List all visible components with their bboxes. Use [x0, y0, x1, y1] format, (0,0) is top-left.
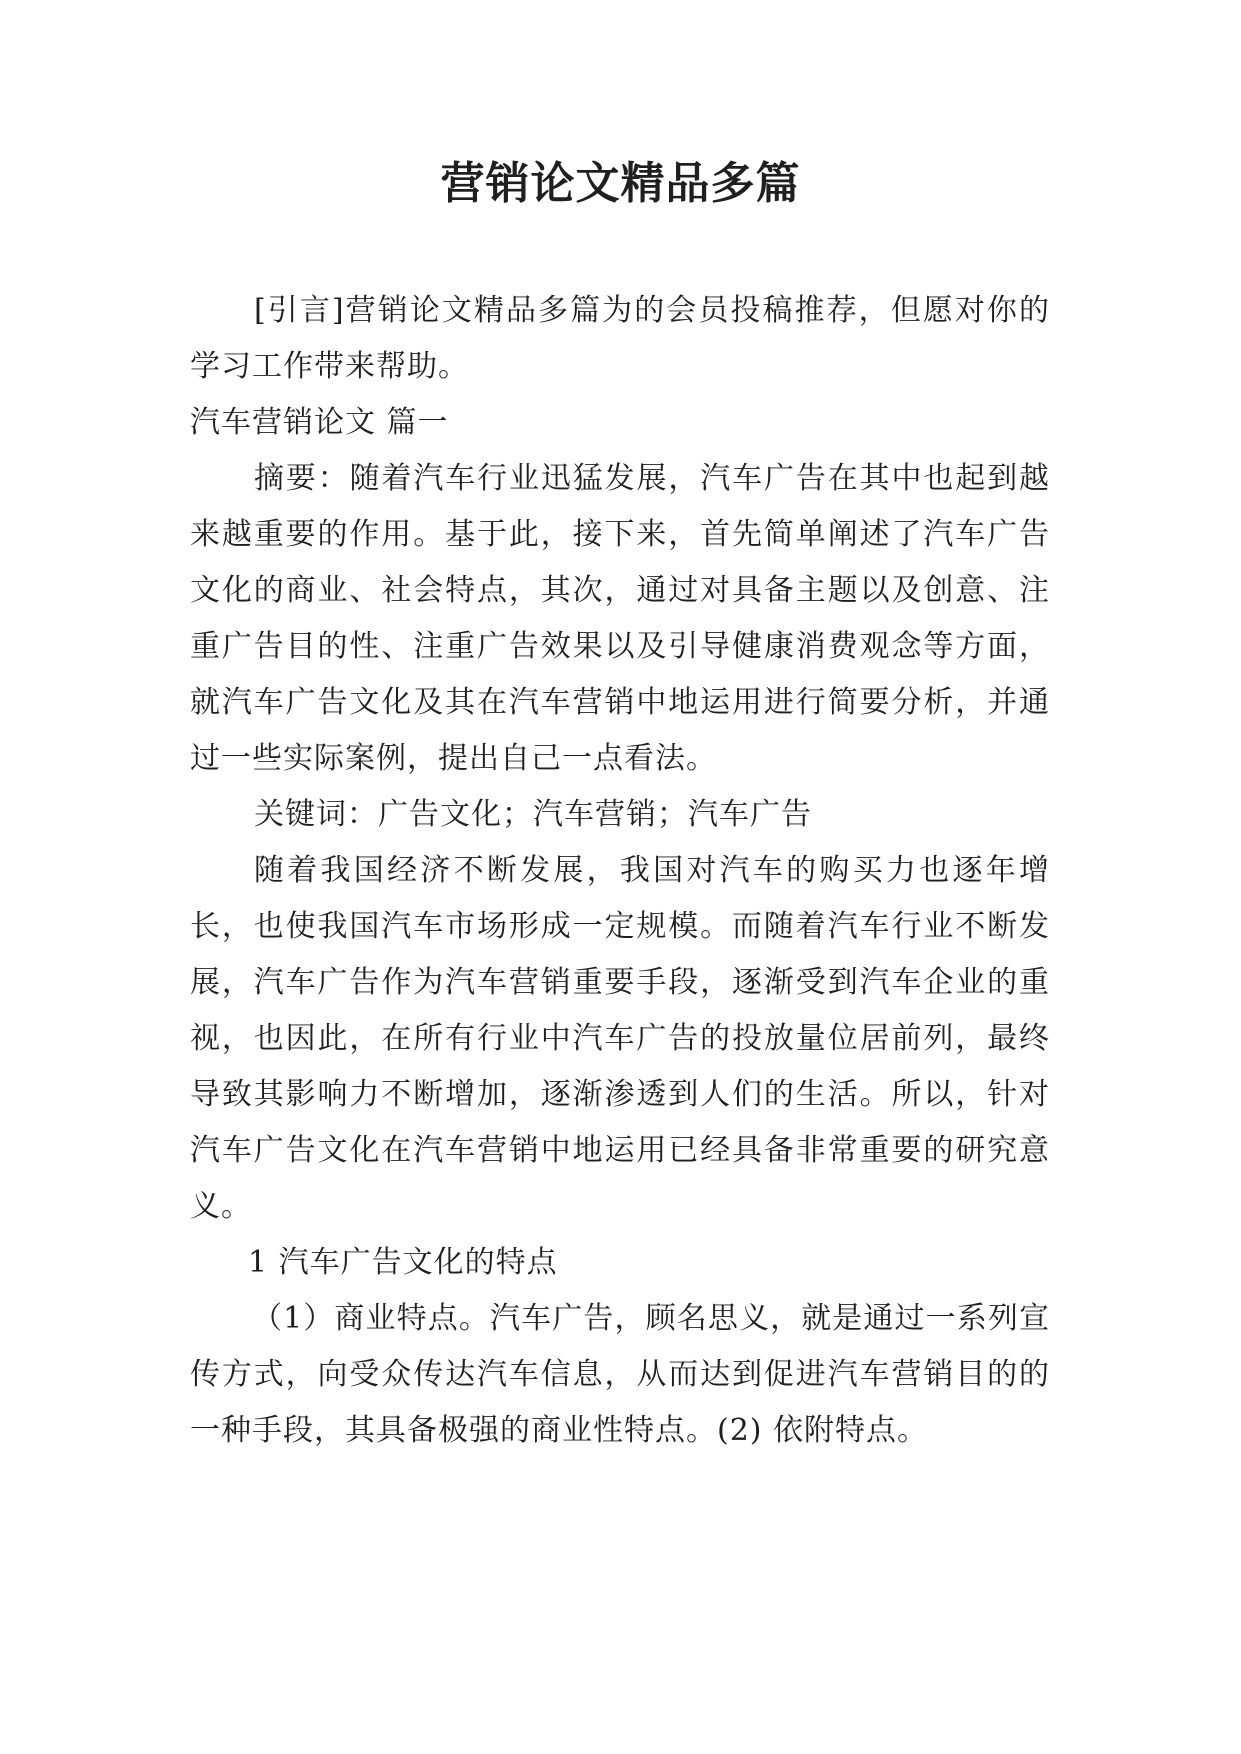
document-title: 营销论文精品多篇 [440, 158, 801, 209]
intro-paragraph: [引言]营销论文精品多篇为的会员投稿推荐，但愿对你的学习工作带来帮助。 [190, 293, 1050, 384]
document-content [190, 283, 1050, 1459]
body-paragraph-1: 随着我国经济不断发展，我国对汽车的购买力也逐年增长，也使我国汽车市场形成一定规模。而随着汽车行业不断发展，汽车广告作为汽车营销重要手段，逐渐受到汽车企业的重视，也因此，在所有行业中汽车广告的投放量位居前列，最终导致其影响力不断增加，逐渐渗透到人们的生活。所以，针对汽车广告文化在汽车营销中地运用已经具备非常重要的研究意义。 [190, 853, 1050, 1224]
body-paragraph-2: （1）商业特点。汽车广告，顾名思义，就是通过一系列宣传方式，向受众传达汽车信息，从而达到促进汽车营销目的的一种手段，其具备极强的商业性特点。(2) 依附特点。 [190, 1301, 1050, 1448]
abstract-paragraph: 摘要：随着汽车行业迅猛发展，汽车广告在其中也起到越来越重要的作用。基于此，接下来，首先简单阐述了汽车广告文化的商业、社会特点，其次，通过对具备主题以及创意、注重广告目的性、注重广告效果以及引导健康消费观念等方面，就汽车广告文化及其在汽车营销中地运用进行简要分析，并通过一些实际案例，提出自己一点看法。 [190, 461, 1050, 776]
section-title: 汽车营销论文 篇一 [190, 405, 449, 440]
subheading-1: 1 汽车广告文化的特点 [248, 1245, 558, 1280]
keywords-paragraph: 关键词：广告文化；汽车营销；汽车广告 [254, 797, 812, 832]
